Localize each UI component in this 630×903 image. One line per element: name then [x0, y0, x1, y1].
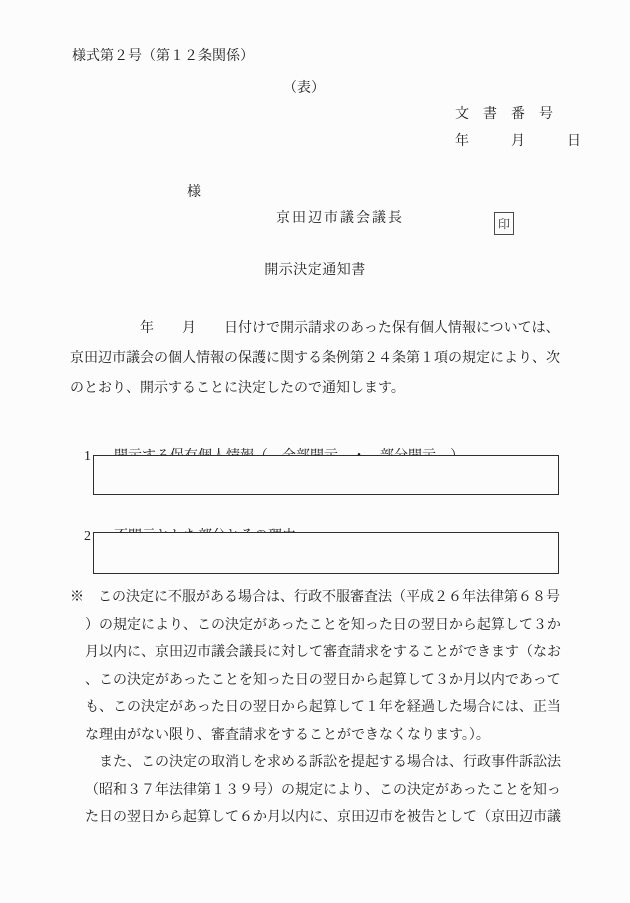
body-text-line: のとおり、開示することに決定したので通知します。: [70, 381, 405, 396]
notification-body-paragraph: [70, 314, 570, 404]
note-text-line: た日の翌日から起算して６か月以内に、京田辺市を被告として（京田辺市議: [85, 810, 561, 825]
item-2-number: 2: [84, 529, 91, 544]
addressee-honorific: 様: [187, 185, 201, 200]
note-text-line: 月以内に、京田辺市議会議長に対して審査請求をすることができます（なお: [85, 645, 561, 660]
document-title: 開示決定通知書: [264, 263, 366, 278]
note-text-line: 、この決定があったことを知った日の翌日から起算して３か月以内であって: [85, 672, 561, 688]
appeal-rights-note: [70, 584, 570, 832]
note-text-line: （昭和３７年法律第１３９号）の規定により、この決定があったことを知っ: [85, 782, 561, 798]
note-text-line: も、この決定があった日の翌日から起算して１年を経過した場合には、正当: [85, 700, 561, 715]
form-number: 様式第２号（第１２条関係）: [72, 49, 254, 64]
seal-stamp-box: [494, 212, 514, 235]
note-text-line: ）の規定により、この決定があったことを知った日の翌日から起算して３か: [85, 617, 561, 633]
document-number-label: 文 書 番 号: [455, 107, 553, 122]
note-text-line: ※ この決定に不服がある場合は、行政不服審査法（平成２６年法律第６８号: [70, 590, 560, 605]
item-2-entry-box: [93, 532, 559, 574]
note-text-line: また、この決定の取消しを求める訴訟を提起する場合は、行政事件訴訟法: [85, 755, 561, 770]
item-1-entry-box: [93, 455, 559, 495]
note-text-line: な理由がない限り、審査請求をすることができなくなります。）。: [85, 727, 490, 743]
date-line: 年 月 日: [455, 134, 581, 149]
seal-glyph: 印: [497, 216, 510, 231]
body-text-line: 年 月 日付けで開示請求のあった保有個人情報については、: [70, 321, 560, 336]
issuer-title: 京田辺市議会議長: [276, 211, 404, 226]
item-1-number: 1: [84, 449, 91, 464]
front-side-label: （表）: [283, 81, 325, 96]
body-text-line: 京田辺市議会の個人情報の保護に関する条例第２４条第１項の規定により、次: [70, 351, 560, 366]
